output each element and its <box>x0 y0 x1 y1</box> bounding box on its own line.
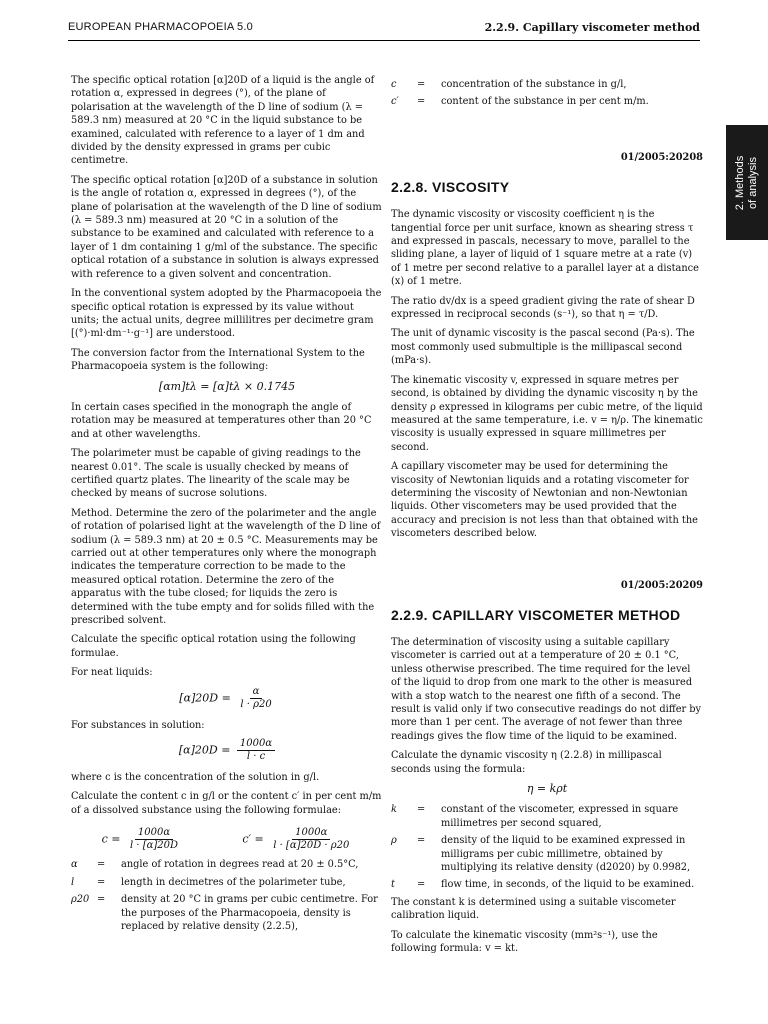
fraction <box>270 827 352 852</box>
formula-lhs: c′ = <box>242 832 264 846</box>
paragraph: The ratio dv/dx is a speed gradient giving the rate of shear D expressed in reciprocal seconds (s⁻¹), so that η = τ/D. <box>391 295 695 321</box>
formula: η = kρt <box>526 782 568 796</box>
paragraph: The kinematic viscosity v, expressed in square metres per second, is obtained by dividing the dynamic viscosity η by the density ρ expressed in kilograms per cubic metre, of the liquid measured at the same temperature, i.e. v = η/ρ. The kinematic viscosity is usually expressed in square millimetres per second. <box>391 374 703 453</box>
header-section: 2.2.9. Capillary viscometer method <box>484 21 700 34</box>
formula <box>71 686 383 711</box>
section-tab-label: 2. Methods of analysis <box>734 155 759 210</box>
definition-symbol: c′ <box>391 96 399 108</box>
definition-item <box>391 834 703 874</box>
fraction <box>237 738 275 763</box>
definition-symbol: ρ20 <box>71 894 90 906</box>
paragraph: For substances in solution: <box>71 719 205 731</box>
definition-text: flow time, in seconds, of the liquid to be examined. <box>441 879 695 891</box>
denominator: l · c <box>246 751 266 763</box>
paragraph: The specific optical rotation [α]20D of a liquid is the angle of rotation α, expressed in degrees (°), of the plane of polarisation at the wavelength of the D line of sodium (λ = 589.3 nm) measured at 20 °C in the liquid substance to be examined, calculated with reference to a layer of 1 dm and divided by the density expressed in grams per cubic centimetre. <box>71 75 375 167</box>
formula-row <box>71 827 383 852</box>
paragraph: where c is the concentration of the solution in g/l. <box>71 772 320 784</box>
definition-symbol: k <box>391 804 397 816</box>
paragraph: Calculate the specific optical rotation using the following formulae. <box>71 634 356 659</box>
paragraph: The determination of viscosity using a suitable capillary viscometer is carried out at a temperature of 20 ± 0.1 °C, unless otherwise prescribed. The time required for the level of the liquid to drop from one mark to the other is measured with a stop watch to the nearest one fifth of a second. The result is valid only if two consecutive readings do not differ by more than 1 per cent. The average of not fewer than three readings gives the flow time of the liquid to be examined. <box>391 636 702 742</box>
formula: [αm]tλ = [α]tλ × 0.1745 <box>158 379 296 393</box>
definition-equals: = <box>97 859 106 871</box>
definition-text: length in decimetres of the polarimeter tube, <box>121 876 346 888</box>
definition-equals: = <box>97 894 106 906</box>
paragraph: The dynamic viscosity or viscosity coefficient η is the tangential force per unit surface, known as shearing stress τ and expressed in pascals, necessary to move, parallel to the sliding plane, a layer of liquid of 1 square metre at a rate (v) of 1 metre per second relative to a parallel layer at a distance (x) of 1 metre. <box>391 209 699 288</box>
definition-item <box>71 858 383 871</box>
definition-text: content of the substance in per cent m/m. <box>441 96 649 108</box>
paragraph: To calculate the kinematic viscosity (mm²s⁻¹), use the following formula: v = kt. <box>391 929 658 955</box>
paragraph: Calculate the content c in g/l or the content c′ in per cent m/m of a dissolved substance using the following formulae: <box>71 791 382 816</box>
numerator: 1000α <box>237 738 275 751</box>
fraction <box>237 686 274 711</box>
paragraph: The polarimeter must be capable of giving readings to the nearest 0.01°. The scale is usually checked by means of certified quartz plates. The linearity of the scale may be checked by means of sucrose solutions. <box>71 448 361 500</box>
paragraph: A capillary viscometer may be used for determining the viscosity of Newtonian liquids and a rotating viscometer for determining the viscosity of Newtonian and non-Newtonian liquids. Other viscometers may be used provided that the accuracy and precision is not less than that obtained with the viscometers described below. <box>391 461 698 540</box>
formula-lhs: c = <box>101 832 121 846</box>
formula-lhs: [α]20D = <box>178 743 231 757</box>
formula <box>242 827 352 852</box>
numerator: α <box>250 686 263 699</box>
definition-item <box>391 803 703 830</box>
formula <box>71 738 383 763</box>
definition-equals: = <box>417 96 426 108</box>
numerator: 1000α <box>292 827 330 840</box>
section-heading: 2.2.8. VISCOSITY <box>391 179 510 196</box>
definition-text: angle of rotation in degrees read at 20 ± 0.5°C, <box>121 859 359 871</box>
denominator: l · [α]20D · ρ20 <box>273 840 350 852</box>
definition-item <box>71 893 383 933</box>
definition-item <box>391 878 703 891</box>
paragraph: In the conventional system adopted by the Pharmacopoeia the specific optical rotation is expressed by its value without units; the actual units, degree millilitres per decimetre gram [(°)·ml·dm⁻¹·g⁻¹] are understood. <box>71 288 382 340</box>
definition-symbol: c <box>391 79 397 90</box>
paragraph: The unit of dynamic viscosity is the pascal second (Pa·s). The most commonly used submultiple is the millipascal second (mPa·s). <box>391 328 695 367</box>
paragraph: The conversion factor from the International System to the Pharmacopoeia system is the following: <box>71 347 365 373</box>
definition-text: constant of the viscometer, expressed in square millimetres per second squared, <box>441 804 679 829</box>
definition-symbol: ρ <box>391 835 397 847</box>
definition-equals: = <box>417 835 426 847</box>
paragraph: Method. Determine the zero of the polarimeter and the angle of rotation of polarised light at the wavelength of the D line of sodium (λ = 589.3 nm) at 20 ± 0.5 °C. Measurements may be carried out at other temperatures only where the monograph indicates the temperature correction to be made to the measured optical rotation. Determine the zero of the apparatus with the tube closed; for liquids the zero is determined with the tube empty and for solids filled with the prescribed solvent. <box>71 507 381 627</box>
definition-text: density of the liquid to be examined expressed in milligrams per cubic millimetre, obtained by multiplying its relative density (d2020) by 0.9982, <box>441 835 691 874</box>
definition-item <box>71 876 383 889</box>
section-heading: 2.2.9. CAPILLARY VISCOMETER METHOD <box>391 606 681 623</box>
right-column <box>391 78 703 962</box>
paragraph: The specific optical rotation [α]20D of a substance in solution is the angle of rotation α, expressed in degrees (°), of the plane of polarisation at the wavelength of the D line of sodium (λ = 589.3 nm) measured at 20 °C in a solution of the substance to be examined and calculated with reference to a layer of 1 dm containing 1 g/ml of the substance. The specific optical rotation of a substance in solution is always expressed with reference to a given solvent and concentration. <box>71 174 382 280</box>
definition-symbol: t <box>391 879 395 891</box>
definition-equals: = <box>97 876 106 888</box>
denominator: l · ρ20 <box>240 698 272 710</box>
header-title: EUROPEAN PHARMACOPOEIA 5.0 <box>68 21 253 33</box>
paragraph: In certain cases specified in the monograph the angle of rotation may be measured at temperatures other than 20 °C and at other wavelengths. <box>71 401 372 440</box>
definition-item <box>391 95 703 108</box>
page-header <box>68 18 700 41</box>
denominator: l · [α]20D <box>130 840 179 852</box>
formula <box>102 827 181 852</box>
definition-equals: = <box>417 804 426 816</box>
paragraph: For neat liquids: <box>71 667 153 679</box>
definition-text: density at 20 °C in grams per cubic centimetre. For the purposes of the Pharmacopoeia, density is replaced by relative density (2.2.5), <box>121 894 378 932</box>
fraction <box>127 827 181 852</box>
left-column <box>71 74 383 937</box>
paragraph: Calculate the dynamic viscosity η (2.2.8) in millipascal seconds using the formula: <box>391 750 662 775</box>
formula-lhs: [α]20D = <box>179 691 231 705</box>
definition-text: concentration of the substance in g/l, <box>441 79 627 90</box>
definition-item <box>391 78 703 91</box>
numerator: 1000α <box>135 827 173 840</box>
definition-equals: = <box>417 879 426 891</box>
definition-symbol: l <box>71 876 75 888</box>
definition-symbol: α <box>71 859 78 871</box>
paragraph: The constant k is determined using a suitable viscometer calibration liquid. <box>391 896 676 922</box>
definition-equals: = <box>417 79 426 90</box>
section-tab <box>726 125 768 240</box>
monograph-reference: 01/2005:20208 <box>620 151 703 163</box>
monograph-reference: 01/2005:20209 <box>620 579 703 591</box>
